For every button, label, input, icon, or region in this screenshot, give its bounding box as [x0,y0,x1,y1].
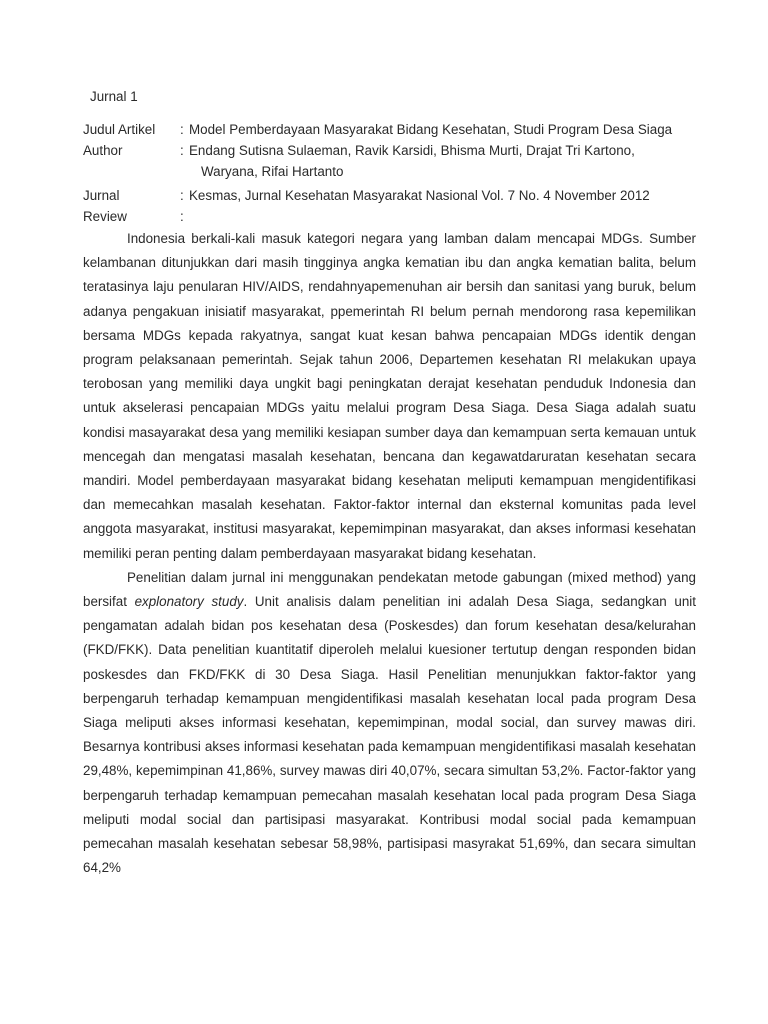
review-body [83,227,696,880]
meta-row-journal [83,182,696,206]
article-metadata [83,119,696,227]
paragraph-2-text-a: Penelitian dalam jurnal ini menggunakan pendekatan metode gabungan (mixed method) yang bersifat [83,569,696,610]
meta-label-review: Review [83,209,127,224]
meta-label-author: Author [83,143,123,158]
meta-row-review [83,206,696,227]
meta-separator: : [180,209,184,224]
paragraph-2-italic-term: explonatory study [134,594,244,610]
meta-value-journal: Kesmas, Jurnal Kesehatan Masyarakat Nasional Vol. 7 No. 4 November 2012 [189,188,650,203]
meta-separator: : [180,188,184,203]
meta-row-title [83,119,696,140]
meta-label-journal: Jurnal [83,188,120,203]
meta-separator: : [180,122,184,137]
meta-value-author [189,140,696,182]
paragraph-2 [83,566,696,881]
meta-separator: : [180,143,184,158]
author-line: Waryana, Rifai Hartanto [201,164,344,179]
document-heading: Jurnal 1 [90,89,138,104]
meta-value-title: Model Pemberdayaan Masyarakat Bidang Kesehatan, Studi Program Desa Siaga [189,122,673,137]
meta-label-title: Judul Artikel [83,122,156,137]
meta-value-review [189,206,696,227]
meta-row-author [83,140,696,182]
author-line: Endang Sutisna Sulaeman, Ravik Karsidi, Bhisma Murti, Drajat Tri Kartono, [189,143,635,158]
paragraph-1: Indonesia berkali-kali masuk kategori negara yang lamban dalam mencapai MDGs. Sumber kelambanan ditunjukkan dari masih tingginya angka kematian ibu dan angka kematian balita, belum teratasinya laju penularan HIV/AIDS, rendahnyapemenuhan air bersih dan sanitasi yang buruk, belum adanya pengakuan inisiatif masyarakat, ppemerintah RI belum pernah mendorong rasa kepemilikan bersama MDGs kepada rakyatnya, sangat kuat kesan bahwa pencapaian MDGs identik dengan program pelaksanaan pemerintah. Sejak tahun 2006, Departemen kesehatan RI melakukan upaya terobosan yang memiliki daya ungkit bagi peningkatan derajat kesehatan penduduk Indonesia dan untuk akselerasi pencapaian MDGs yaitu melalui program Desa Siaga. Desa Siaga adalah suatu kondisi masayarakat desa yang memiliki kesiapan sumber daya dan kemampuan serta kemauan untuk mencegah dan mengatasi masalah kesehatan, bencana dan kegawatdaruratan kesehatan secara mandiri. Model pemberdayaan masyarakat bidang kesehatan meliputi kemampuan mengidentifikasi dan memecahkan masalah kesehatan. Faktor-faktor internal dan eksternal komunitas pada level anggota masyarakat, institusi masyarakat, kepemimpinan masyarakat, dan akses informasi kesehatan memiliki peran penting dalam pemberdayaan masyarakat bidang kesehatan. [83,231,696,561]
paragraph-2-text-b: . Unit analisis dalam penelitian ini adalah Desa Siaga, sedangkan unit pengamatan adalah bidan pos kesehatan desa (Poskesdes) dan forum kesehatan desa/kelurahan (FKD/FKK). Data penelitian kuantitatif diperoleh melalui kuesioner tertutup dengan responden bidan poskesdes dan FKD/FKK di 30 Desa Siaga. Hasil Penelitian menunjukkan faktor-faktor yang berpengaruh terhadap kemampuan mengidentifikasi masalah kesehatan local pada program Desa Siaga meliputi akses informasi kesehatan, kepemimpinan, modal social, dan survey mawas diri. Besarnya kontribusi akses informasi kesehatan pada kemampuan mengidentifikasi masalah kesehatan 29,48%, kepemimpinan 41,86%, survey mawas diri 40,07%, secara simultan 53,2%. Factor-faktor yang berpengaruh terhadap kemampuan pemecahan masalah kesehatan local pada program Desa Siaga meliputi modal social dan partisipasi masyarakat. Kontribusi modal social pada kemampuan pemecahan masalah kesehatan sebesar 58,98%, partisipasi masyrakat 51,69%, dan secara simultan 64,2% [83,594,696,876]
